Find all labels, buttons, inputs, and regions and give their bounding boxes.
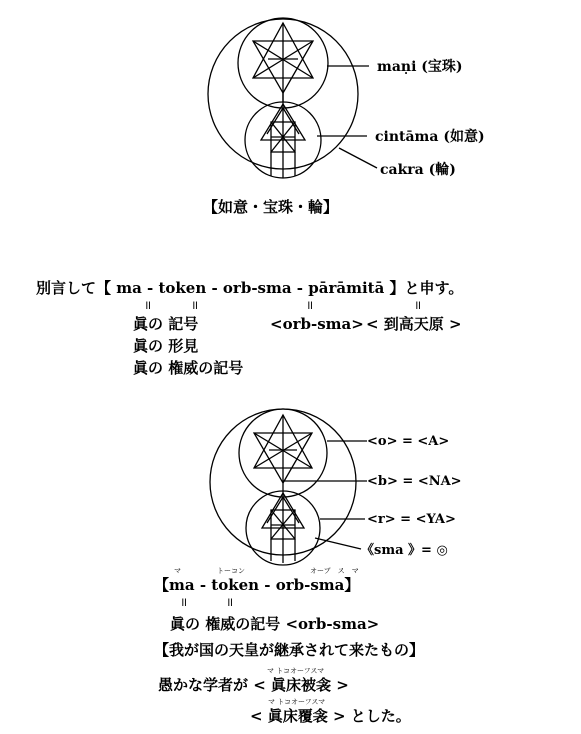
label-cintama: cintāma (如意) <box>375 129 485 145</box>
equals-mark-3: ॥ <box>306 298 314 312</box>
meaning-row-1b: <orb-sma> <box>270 315 364 333</box>
meaning-row-2: 眞の 形見 <box>133 337 199 355</box>
label-sma: 《sma 》= ◎ <box>361 543 448 558</box>
meaning-row-1c: < 到高天原 > <box>366 315 462 333</box>
label-r-ya: <r> = <YA> <box>367 512 456 527</box>
equals-mark-4: ॥ <box>414 298 422 312</box>
ruby-ma: マ <box>174 567 181 575</box>
term-line: 【ma - token - orb-sma】 <box>154 576 360 594</box>
label-cakra: cakra (輪) <box>380 162 456 178</box>
scholars-line-2: < 眞床覆衾 > とした。 <box>250 707 411 725</box>
equals-mark-1: ॥ <box>144 298 152 312</box>
label-mani: maṇi (宝珠) <box>377 59 463 75</box>
ruby-token: トーコン <box>217 567 245 575</box>
equals-mark-2: ॥ <box>191 298 199 312</box>
term-meaning: 眞の 権威の記号 <orb-sma> <box>170 615 380 633</box>
ruby-orb-sma: オーブ ス マ <box>310 567 359 575</box>
label-o-a: <o> = <A> <box>367 434 450 449</box>
term-equals-2: ॥ <box>226 595 234 609</box>
label-b-na: <b> = <NA> <box>367 474 462 489</box>
meaning-row-1a: 眞の 記号 <box>133 315 199 333</box>
ruby-scholars-2: マ トコオーフスマ <box>268 698 326 706</box>
term-equals-1: ॥ <box>180 595 188 609</box>
figure-1-caption: 【如意・宝珠・輪】 <box>203 198 339 216</box>
figure-1-diagram <box>205 0 505 190</box>
scholars-line-1: 愚かな学者が < 眞床被衾 > <box>158 676 349 694</box>
ruby-scholars-1: マ トコオーフスマ <box>267 667 325 675</box>
etymology-line: 別言して【 ma - token - orb-sma - pārāmitā 】と申す。 <box>36 279 464 297</box>
heritage-line: 【我が国の天皇が継承されて来たもの】 <box>154 641 425 659</box>
meaning-row-3: 眞の 権威の記号 <box>133 359 244 377</box>
